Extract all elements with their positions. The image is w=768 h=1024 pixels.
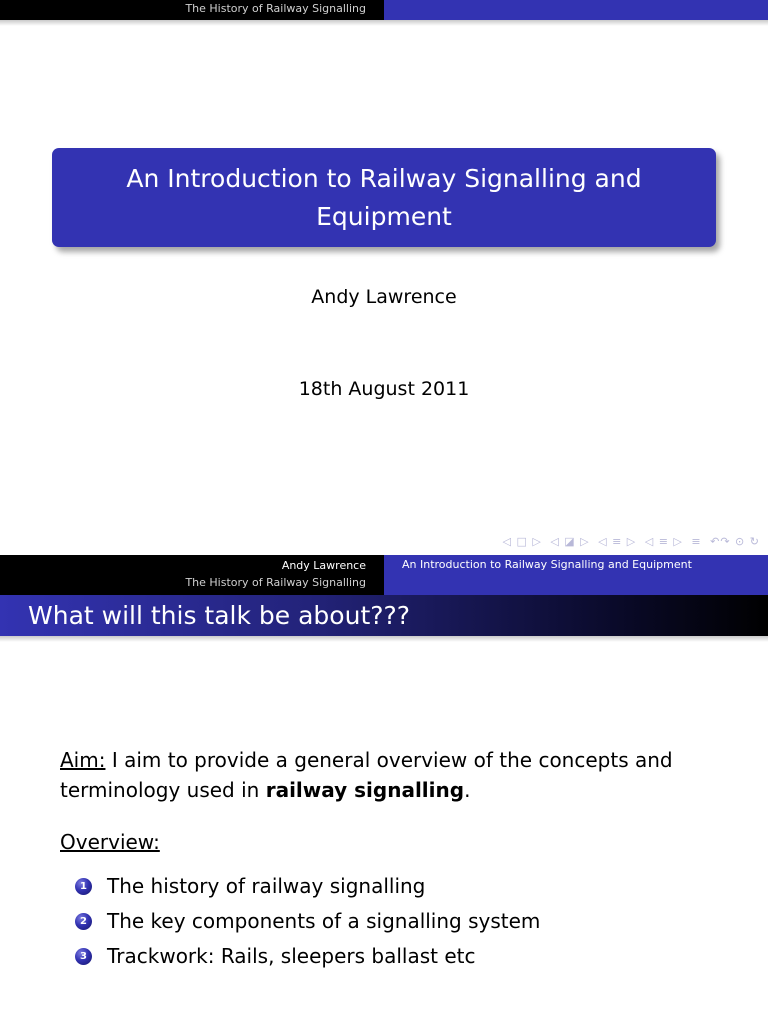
list-item-text: The history of railway signalling xyxy=(107,874,426,898)
presentation-date: 18th August 2011 xyxy=(298,378,470,400)
content-slide xyxy=(0,555,768,1024)
nav-section-icon[interactable]: ◁ ≡ ▷ xyxy=(644,535,683,548)
list-item xyxy=(60,869,720,904)
header-presentation-title: An Introduction to Railway Signalling and Equipment xyxy=(384,555,768,595)
aim-label: Aim: xyxy=(60,748,106,772)
overview-paragraph xyxy=(60,827,720,857)
list-item-text: Trackwork: Rails, sleepers ballast etc xyxy=(107,944,476,968)
aim-paragraph xyxy=(60,745,720,805)
enum-ball-icon: 1 xyxy=(75,878,92,895)
frame-title-shadow xyxy=(0,636,768,642)
aim-bold-text: railway signalling xyxy=(265,778,465,802)
nav-slide-icon[interactable]: ◁ □ ▷ xyxy=(502,535,542,548)
overview-list xyxy=(60,869,720,974)
list-item-text: The key components of a signalling system xyxy=(107,909,541,933)
aim-text: I aim to provide a general overview of the concepts and terminology used in xyxy=(60,748,673,802)
presentation-title: An Introduction to Railway Signalling and Equipment xyxy=(126,163,642,231)
header-section-title: The History of Railway Signalling xyxy=(185,576,366,589)
enum-ball-icon: 3 xyxy=(75,948,92,965)
nav-frame-icon[interactable]: ◁ ◪ ▷ xyxy=(550,535,590,548)
enum-ball-icon: 2 xyxy=(75,913,92,930)
list-item xyxy=(60,904,720,939)
author-name: Andy Lawrence xyxy=(311,286,457,308)
slide-body xyxy=(60,745,720,974)
header-left xyxy=(0,555,384,595)
header-shadow xyxy=(0,20,768,26)
header-section-title: The History of Railway Signalling xyxy=(0,0,384,20)
list-item xyxy=(60,939,720,974)
header-author: Andy Lawrence xyxy=(281,559,366,572)
header-bar-right xyxy=(384,0,768,20)
nav-search-back-icon[interactable]: ↶↷ ⊙ ↻ xyxy=(710,535,760,548)
frame-title: What will this talk be about??? xyxy=(0,595,768,636)
nav-subsection-icon[interactable]: ◁ ≡ ▷ xyxy=(598,535,637,548)
overview-label: Overview: xyxy=(60,830,160,854)
nav-document-icon[interactable]: ≡ xyxy=(691,535,702,548)
beamer-navigation-symbols[interactable] xyxy=(499,535,761,548)
presentation-title-box xyxy=(52,148,716,247)
aim-end: . xyxy=(464,778,471,802)
